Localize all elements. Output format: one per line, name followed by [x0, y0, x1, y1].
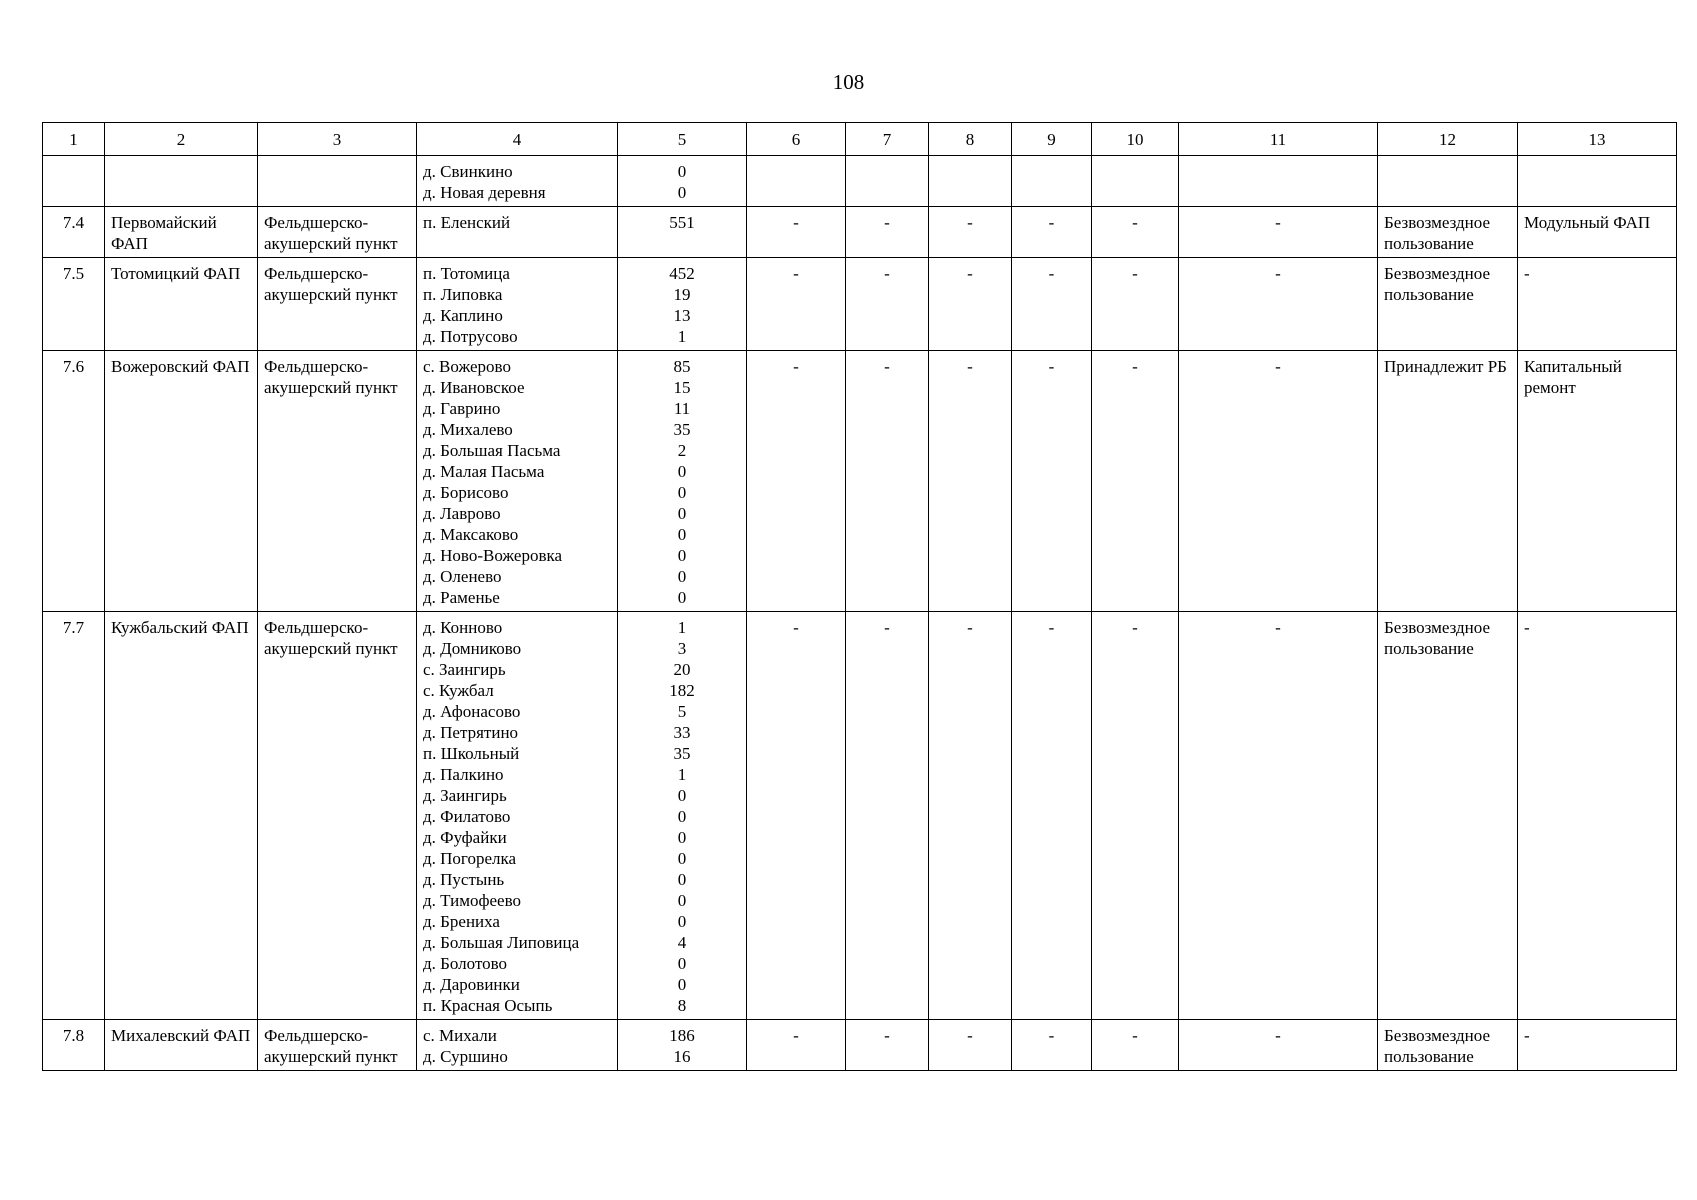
value-cell-6: -	[747, 258, 846, 351]
column-header-12: 12	[1378, 123, 1518, 156]
value-cell-6	[747, 156, 846, 207]
settlement-name: п. Школьный	[423, 744, 520, 763]
facility-name	[105, 156, 258, 207]
settlement-name: д. Большая Пасьма	[423, 441, 561, 460]
facility-type: Фельдшерско-акушерский пункт	[258, 207, 417, 258]
settlement-name: д. Ивановское	[423, 378, 525, 397]
usage-basis: Безвозмездное пользование	[1378, 207, 1518, 258]
note-cell: -	[1518, 612, 1677, 1020]
settlement-name: д. Гаврино	[423, 399, 501, 418]
value-cell-8: -	[929, 258, 1012, 351]
facility-name: Кужбальский ФАП	[105, 612, 258, 1020]
settlement-name: д. Свинкино	[423, 162, 513, 181]
settlement-name: п. Еленский	[423, 213, 511, 232]
value-cell-8: -	[929, 1020, 1012, 1071]
population-value: 0	[677, 891, 687, 910]
settlement-name: д. Малая Пасьма	[423, 462, 545, 481]
settlements-cell	[417, 156, 618, 207]
population-value: 0	[677, 588, 687, 607]
row-number: 7.7	[43, 612, 105, 1020]
settlement-name: д. Болотово	[423, 954, 508, 973]
settlements-cell	[417, 351, 618, 612]
settlement-name: д. Оленево	[423, 567, 502, 586]
population-value: 85	[673, 357, 691, 376]
population-cell	[618, 258, 747, 351]
settlement-name: с. Заингирь	[423, 660, 506, 679]
facility-type: Фельдшерско-акушерский пункт	[258, 351, 417, 612]
population-cell	[618, 612, 747, 1020]
value-cell-9	[1012, 156, 1092, 207]
value-cell-10: -	[1092, 612, 1179, 1020]
settlement-name: с. Михали	[423, 1026, 497, 1045]
population-value: 452	[669, 264, 695, 283]
settlement-name: д. Петрятино	[423, 723, 519, 742]
value-cell-10	[1092, 156, 1179, 207]
value-cell-11: -	[1179, 1020, 1378, 1071]
population-value: 13	[673, 306, 691, 325]
settlement-name: с. Вожерово	[423, 357, 511, 376]
settlement-name: д. Лаврово	[423, 504, 501, 523]
value-cell-6: -	[747, 1020, 846, 1071]
table-row	[43, 156, 1677, 207]
population-value: 3	[677, 639, 687, 658]
value-cell-8: -	[929, 612, 1012, 1020]
population-value: 15	[673, 378, 691, 397]
population-value: 0	[677, 975, 687, 994]
population-value: 16	[673, 1047, 691, 1066]
settlement-name: д. Афонасово	[423, 702, 521, 721]
settlement-name: д. Брениха	[423, 912, 500, 931]
settlement-name: д. Новая деревня	[423, 183, 546, 202]
value-cell-8: -	[929, 207, 1012, 258]
table-row	[43, 612, 1677, 1020]
settlement-name: п. Липовка	[423, 285, 503, 304]
settlement-name: д. Максаково	[423, 525, 519, 544]
column-header-8: 8	[929, 123, 1012, 156]
population-value: 35	[673, 744, 691, 763]
population-value: 186	[669, 1026, 695, 1045]
settlement-name: д. Тимофеево	[423, 891, 521, 910]
settlement-name: с. Кужбал	[423, 681, 494, 700]
settlement-name: д. Раменье	[423, 588, 500, 607]
population-value: 0	[677, 525, 687, 544]
row-number: 7.8	[43, 1020, 105, 1071]
value-cell-9: -	[1012, 351, 1092, 612]
table-row	[43, 207, 1677, 258]
column-header-7: 7	[846, 123, 929, 156]
value-cell-7: -	[846, 1020, 929, 1071]
value-cell-7: -	[846, 207, 929, 258]
population-value: 1	[677, 618, 687, 637]
value-cell-7: -	[846, 258, 929, 351]
population-value: 33	[673, 723, 691, 742]
column-header-13: 13	[1518, 123, 1677, 156]
column-header-10: 10	[1092, 123, 1179, 156]
population-value: 0	[677, 828, 687, 847]
column-header-1: 1	[43, 123, 105, 156]
row-number	[43, 156, 105, 207]
settlement-name: д. Заингирь	[423, 786, 507, 805]
population-value: 0	[677, 870, 687, 889]
population-cell	[618, 207, 747, 258]
population-value: 8	[677, 996, 687, 1015]
population-value: 20	[673, 660, 691, 679]
population-value: 0	[677, 483, 687, 502]
value-cell-8: -	[929, 351, 1012, 612]
usage-basis: Безвозмездное пользование	[1378, 612, 1518, 1020]
population-value: 0	[677, 807, 687, 826]
settlements-cell	[417, 207, 618, 258]
note-cell: -	[1518, 1020, 1677, 1071]
row-number: 7.5	[43, 258, 105, 351]
value-cell-9: -	[1012, 207, 1092, 258]
settlements-cell	[417, 258, 618, 351]
settlement-name: д. Суршино	[423, 1047, 508, 1066]
population-value: 0	[677, 954, 687, 973]
column-header-6: 6	[747, 123, 846, 156]
settlement-name: д. Борисово	[423, 483, 509, 502]
column-header-5: 5	[618, 123, 747, 156]
value-cell-10: -	[1092, 351, 1179, 612]
population-value: 5	[677, 702, 687, 721]
population-value: 0	[677, 162, 687, 181]
settlement-name: д. Домниково	[423, 639, 522, 658]
settlement-name: д. Михалево	[423, 420, 513, 439]
column-header-11: 11	[1179, 123, 1378, 156]
facility-type	[258, 156, 417, 207]
usage-basis: Принадлежит РБ	[1378, 351, 1518, 612]
note-cell: Модульный ФАП	[1518, 207, 1677, 258]
population-value: 0	[677, 546, 687, 565]
usage-basis: Безвозмездное пользование	[1378, 258, 1518, 351]
column-header-9: 9	[1012, 123, 1092, 156]
value-cell-8	[929, 156, 1012, 207]
population-value: 0	[677, 183, 687, 202]
value-cell-11: -	[1179, 351, 1378, 612]
column-header-3: 3	[258, 123, 417, 156]
value-cell-9: -	[1012, 612, 1092, 1020]
value-cell-6: -	[747, 612, 846, 1020]
settlement-name: д. Пустынь	[423, 870, 505, 889]
value-cell-11	[1179, 156, 1378, 207]
value-cell-6: -	[747, 207, 846, 258]
value-cell-10: -	[1092, 207, 1179, 258]
table-row	[43, 1020, 1677, 1071]
population-value: 0	[677, 849, 687, 868]
settlement-name: д. Фуфайки	[423, 828, 507, 847]
value-cell-11: -	[1179, 258, 1378, 351]
table-row	[43, 258, 1677, 351]
population-cell	[618, 1020, 747, 1071]
facility-name: Тотомицкий ФАП	[105, 258, 258, 351]
population-value: 1	[677, 765, 687, 784]
note-cell: Капитальный ремонт	[1518, 351, 1677, 612]
value-cell-9: -	[1012, 258, 1092, 351]
settlement-name: д. Ново-Вожеровка	[423, 546, 563, 565]
population-value: 35	[673, 420, 691, 439]
settlement-name: п. Тотомица	[423, 264, 510, 283]
population-value: 0	[677, 912, 687, 931]
population-value: 2	[677, 441, 687, 460]
settlement-name: д. Филатово	[423, 807, 511, 826]
settlement-name: д. Потрусово	[423, 327, 518, 346]
facility-type: Фельдшерско-акушерский пункт	[258, 612, 417, 1020]
facilities-table	[42, 122, 1677, 1071]
population-value: 182	[669, 681, 695, 700]
population-value: 19	[673, 285, 691, 304]
population-value: 0	[677, 567, 687, 586]
value-cell-11: -	[1179, 207, 1378, 258]
value-cell-7	[846, 156, 929, 207]
settlement-name: д. Даровинки	[423, 975, 520, 994]
value-cell-7: -	[846, 612, 929, 1020]
population-value: 0	[677, 786, 687, 805]
facility-name: Вожеровский ФАП	[105, 351, 258, 612]
population-cell	[618, 351, 747, 612]
value-cell-10: -	[1092, 258, 1179, 351]
note-cell	[1518, 156, 1677, 207]
row-number: 7.6	[43, 351, 105, 612]
settlement-name: д. Большая Липовица	[423, 933, 580, 952]
value-cell-11: -	[1179, 612, 1378, 1020]
note-cell: -	[1518, 258, 1677, 351]
column-number-row	[43, 123, 1677, 156]
value-cell-7: -	[846, 351, 929, 612]
column-header-2: 2	[105, 123, 258, 156]
page-number: 108	[832, 70, 865, 94]
population-value: 0	[677, 462, 687, 481]
settlement-name: д. Каплино	[423, 306, 503, 325]
facility-type: Фельдшерско-акушерский пункт	[258, 1020, 417, 1071]
population-cell	[618, 156, 747, 207]
facility-name: Михалевский ФАП	[105, 1020, 258, 1071]
value-cell-10: -	[1092, 1020, 1179, 1071]
settlement-name: д. Палкино	[423, 765, 504, 784]
settlement-name: д. Конново	[423, 618, 503, 637]
table-body	[43, 123, 1677, 1071]
settlements-cell	[417, 612, 618, 1020]
population-value: 551	[669, 213, 695, 232]
population-value: 1	[677, 327, 687, 346]
usage-basis	[1378, 156, 1518, 207]
table-row	[43, 351, 1677, 612]
settlements-cell	[417, 1020, 618, 1071]
population-value: 11	[673, 399, 691, 418]
usage-basis: Безвозмездное пользование	[1378, 1020, 1518, 1071]
facility-name: Первомайский ФАП	[105, 207, 258, 258]
population-value: 4	[677, 933, 687, 952]
row-number: 7.4	[43, 207, 105, 258]
settlement-name: д. Погорелка	[423, 849, 517, 868]
value-cell-6: -	[747, 351, 846, 612]
value-cell-9: -	[1012, 1020, 1092, 1071]
settlement-name: п. Красная Осыпь	[423, 996, 553, 1015]
column-header-4: 4	[417, 123, 618, 156]
population-value: 0	[677, 504, 687, 523]
facility-type: Фельдшерско-акушерский пункт	[258, 258, 417, 351]
